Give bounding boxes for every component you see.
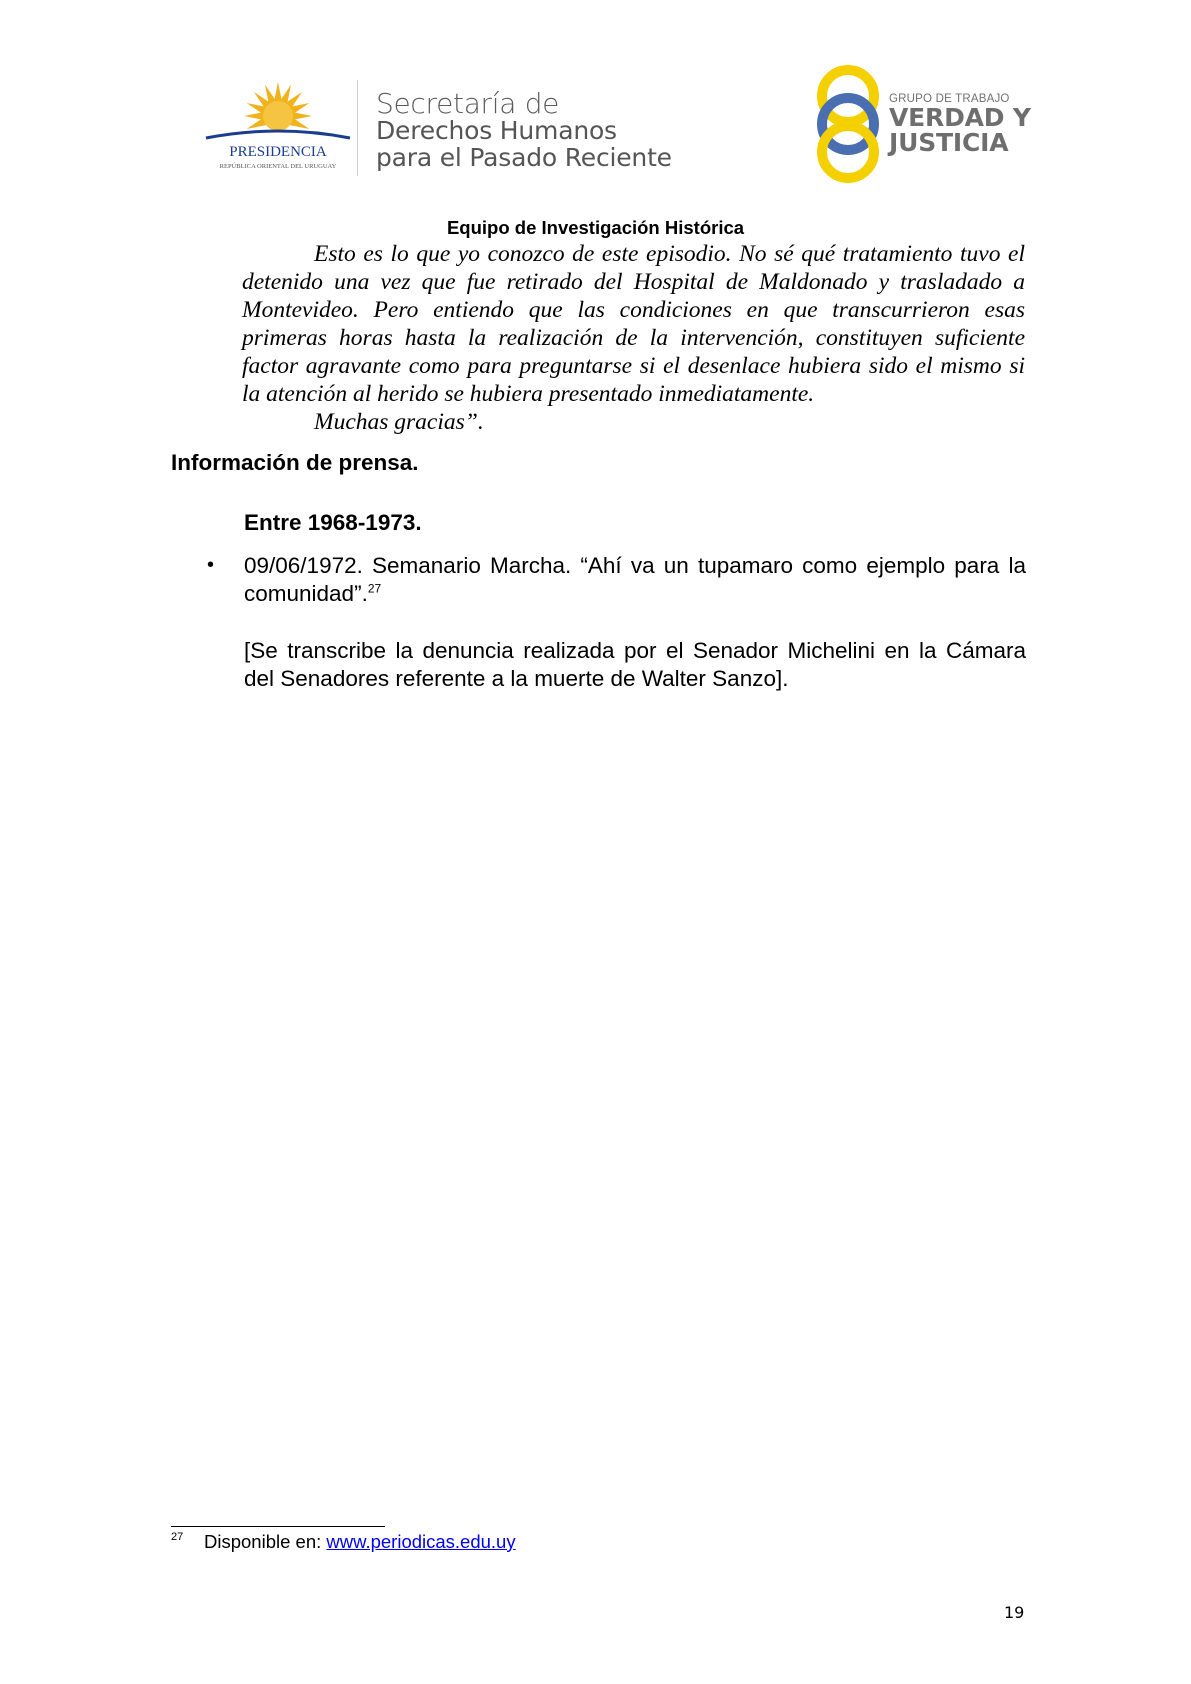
- secretaria-line-3: para el Pasado Reciente: [376, 143, 672, 172]
- footnote-separator: [171, 1526, 385, 1527]
- footnote-label: Disponible en:: [204, 1531, 322, 1552]
- bullet-item: [244, 552, 1026, 608]
- quote-paragraph-1: Esto es lo que yo conozco de este episodio. No sé qué tratamiento tuvo el detenido una vez que fue retirado del Hospital de Maldonado y trasladado a Montevideo. Pero entiendo que las condiciones en que transcurrieron esas primeras horas hasta la realización de la intervención, constituyen suficiente factor agravante como para preguntarse si el desenlace hubiera sido el mismo si la atención al herido se hubiera presentado inmediatamente.: [242, 241, 1025, 407]
- bullet-marker: •: [207, 554, 215, 576]
- section-title: Información de prensa.: [171, 450, 419, 475]
- secretaria-title: [376, 87, 672, 172]
- vyj-line-1: VERDAD Y: [889, 103, 1031, 132]
- presidencia-logo: [196, 80, 356, 176]
- page-number: 19: [1004, 1603, 1025, 1622]
- vyj-line-2: JUSTICIA: [889, 128, 1009, 157]
- presidencia-sun-icon: [196, 80, 356, 176]
- footnote-reference[interactable]: 27: [367, 581, 382, 596]
- verdad-justicia-rings-icon: [810, 60, 900, 188]
- team-heading: Equipo de Investigación Histórica: [446, 217, 745, 238]
- secretaria-line-1: Secretaría de: [376, 87, 560, 120]
- bracket-paragraph: [Se transcribe la denuncia realizada por el Senador Michelini en la Cámara del Senadores referente a la muerte de Walter Sanzo].: [244, 638, 1026, 691]
- footnote-text: [204, 1531, 516, 1553]
- footnote-number: 27: [171, 1531, 184, 1543]
- subsection-title: Entre 1968-1973.: [244, 510, 422, 535]
- logo-divider: [357, 80, 358, 176]
- vyj-small-text: GRUPO DE TRABAJO: [889, 93, 1010, 105]
- presidencia-wordmark: PRESIDENCIA: [229, 144, 327, 160]
- quoted-testimony: [242, 240, 1025, 436]
- secretaria-line-2: Derechos Humanos: [376, 116, 617, 145]
- verdad-justicia-wordmark: [889, 93, 1031, 155]
- quote-paragraph-2: Muchas gracias”.: [314, 409, 484, 435]
- presidencia-subtext: REPÚBLICA ORIENTAL DEL URUGUAY: [219, 163, 337, 170]
- footnote-link[interactable]: www.periodicas.edu.uy: [326, 1531, 516, 1552]
- bullet-item-text: 09/06/1972. Semanario Marcha. “Ahí va un tupamaro como ejemplo para la comunidad”.: [244, 553, 1026, 606]
